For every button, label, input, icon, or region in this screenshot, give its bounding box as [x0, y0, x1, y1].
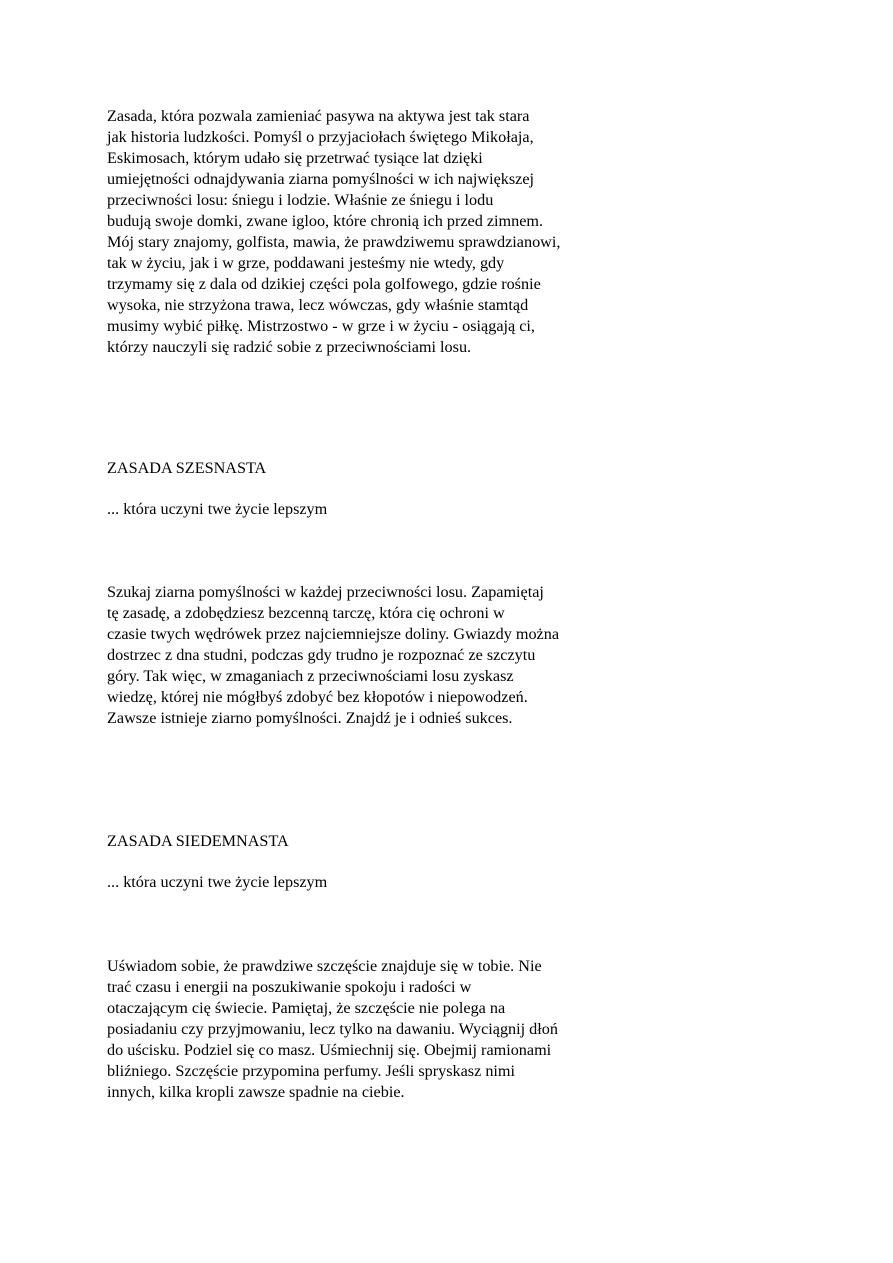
section-16-heading: ZASADA SZESNASTA	[107, 459, 267, 477]
section-17-subtitle: ... która uczyni twe życie lepszym	[107, 873, 328, 891]
section-16-paragraph: Szukaj ziarna pomyślności w każdej przeciwności losu. Zapamiętaj tę zasadę, a zdobędziesz bezcenną tarczę, która cię ochroni w czasie twych wędrówek przez najciemniejsze doliny. Gwiazdy można dostrzec z dna studni, podczas gdy trudno je rozpoznać ze szczytu góry. Tak więc, w zmaganiach z przeciwnościami losu zyskasz wiedzę, której nie mógłbyś zdobyć bez kłopotów i niepowodzeń. Zawsze istnieje ziarno pomyślności. Znajdź je i odnieś sukces.	[107, 583, 560, 727]
intro-paragraph: Zasada, która pozwala zamieniać pasywa na aktywa jest tak stara jak historia ludzkości. Pomyśl o przyjaciołach świętego Mikołaja, Eskimosach, którym udało się przetrwać tysiące lat dzięki umiejętności odnajdywania ziarna pomyślności w ich największej przeciwności losu: śniegu i lodzie. Właśnie ze śniegu i lodu budują swoje domki, zwane igloo, które chronią ich przed zimnem. Mój stary znajomy, golfista, mawia, że prawdziwemu sprawdzianowi, tak w życiu, jak i w grze, poddawani jesteśmy nie wtedy, gdy trzymamy się z dala od dzikiej części pola golfowego, gdzie rośnie wysoka, nie strzyżona trawa, lecz wówczas, gdy właśnie stamtąd musimy wybić piłkę. Mistrzostwo - w grze i w życiu - osiągają ci, którzy nauczyli się radzić sobie z przeciwnościami losu.	[107, 107, 561, 356]
section-16-subtitle: ... która uczyni twe życie lepszym	[107, 500, 328, 518]
section-17-paragraph: Uświadom sobie, że prawdziwe szczęście znajduje się w tobie. Nie trać czasu i energii na poszukiwanie spokoju i radości w otaczającym cię świecie. Pamiętaj, że szczęście nie polega na posiadaniu czy przyjmowaniu, lecz tylko na dawaniu. Wyciągnij dłoń do uścisku. Podziel się co masz. Uśmiechnij się. Obejmij ramionami bliźniego. Szczęście przypomina perfumy. Jeśli spryskasz nimi innych, kilka kropli zawsze spadnie na ciebie.	[107, 957, 558, 1101]
section-17-heading: ZASADA SIEDEMNASTA	[107, 832, 289, 850]
